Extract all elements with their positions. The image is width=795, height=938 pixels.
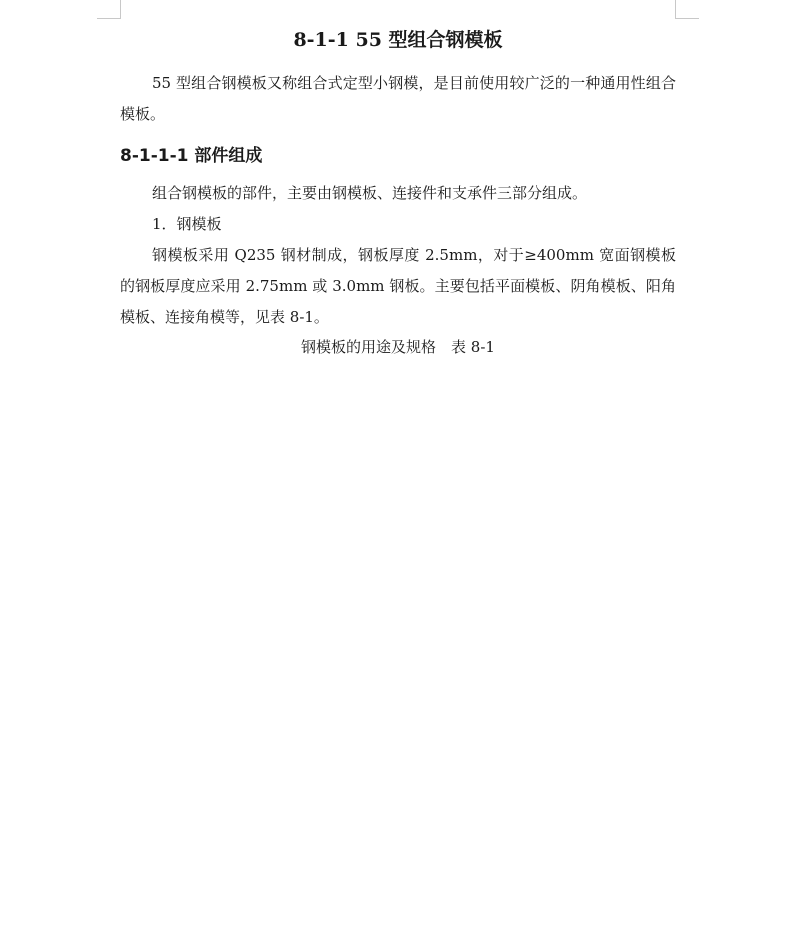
list-item-heading: 1．钢模板	[152, 215, 222, 233]
list-item-body: 钢模板采用 Q235 钢材制成，钢板厚度 2.5mm，对于≥400mm 宽面钢模板的钢板厚度应采用 2.75mm 或 3.0mm 钢板。主要包括平面模板、阴角模板、阳角模板、连接角模等，见表 8-1。	[120, 246, 676, 326]
table-caption: 钢模板的用途及规格 表 8-1	[301, 338, 495, 356]
intro-paragraph: 55 型组合钢模板又称组合式定型小钢模，是目前使用较广泛的一种通用性组合模板。	[120, 74, 676, 123]
crop-mark-top-right	[675, 0, 699, 19]
section-intro-paragraph: 组合钢模板的部件，主要由钢模板、连接件和支承件三部分组成。	[152, 184, 588, 202]
document-body	[120, 26, 676, 361]
crop-mark-top-left	[97, 0, 121, 19]
document-title: 8-1-1 55 型组合钢模板	[293, 29, 503, 51]
section-heading: 8-1-1-1 部件组成	[120, 146, 263, 166]
